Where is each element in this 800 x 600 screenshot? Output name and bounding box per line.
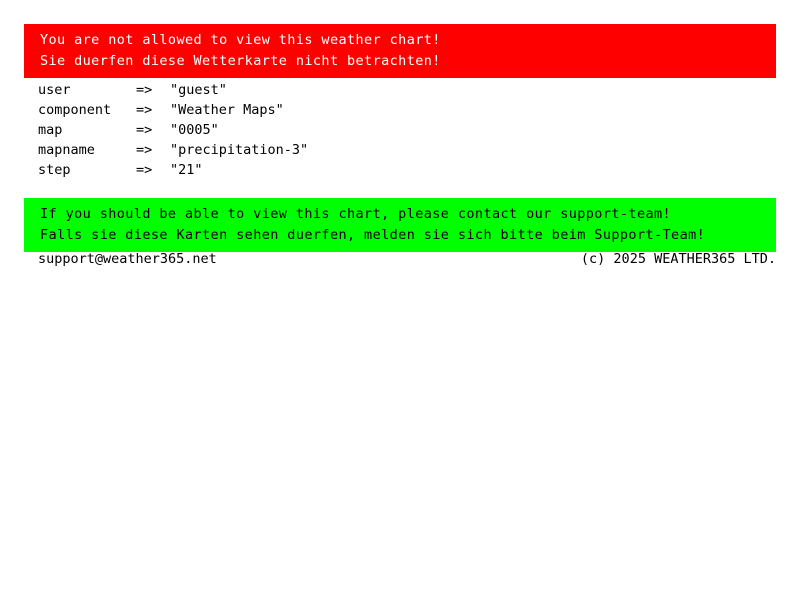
error-banner-line-en: You are not allowed to view this weather chart! bbox=[40, 32, 441, 48]
parameter-value: "21" bbox=[170, 162, 203, 178]
parameter-row-mapname bbox=[38, 140, 778, 160]
copyright-text: (c) 2025 WEATHER365 LTD. bbox=[580, 251, 776, 267]
support-email-link[interactable]: support@weather365.net bbox=[38, 251, 217, 267]
parameter-list bbox=[38, 80, 778, 180]
error-banner-line-de: Sie duerfen diese Wetterkarte nicht betrachten! bbox=[40, 53, 441, 69]
parameter-key: user bbox=[38, 82, 71, 98]
parameter-arrow: => bbox=[136, 102, 153, 118]
footer bbox=[38, 250, 776, 269]
parameter-row-user bbox=[38, 80, 778, 100]
parameter-key: map bbox=[38, 122, 63, 138]
parameter-row-map bbox=[38, 120, 778, 140]
parameter-row-component bbox=[38, 100, 778, 120]
parameter-value: "Weather Maps" bbox=[170, 102, 284, 118]
parameter-arrow: => bbox=[136, 142, 153, 158]
info-banner bbox=[24, 198, 776, 252]
parameter-row-step bbox=[38, 160, 778, 180]
parameter-value: "0005" bbox=[170, 122, 219, 138]
info-banner-line-de: Falls sie diese Karten sehen duerfen, melden sie sich bitte beim Support-Team! bbox=[40, 227, 706, 243]
parameter-value: "precipitation-3" bbox=[170, 142, 309, 158]
parameter-key: component bbox=[38, 102, 112, 118]
parameter-arrow: => bbox=[136, 82, 153, 98]
parameter-arrow: => bbox=[136, 162, 153, 178]
parameter-value: "guest" bbox=[170, 82, 227, 98]
info-banner-line-en: If you should be able to view this chart, please contact our support-team! bbox=[40, 206, 672, 222]
parameter-arrow: => bbox=[136, 122, 153, 138]
parameter-key: step bbox=[38, 162, 71, 178]
error-banner bbox=[24, 24, 776, 78]
parameter-key: mapname bbox=[38, 142, 95, 158]
